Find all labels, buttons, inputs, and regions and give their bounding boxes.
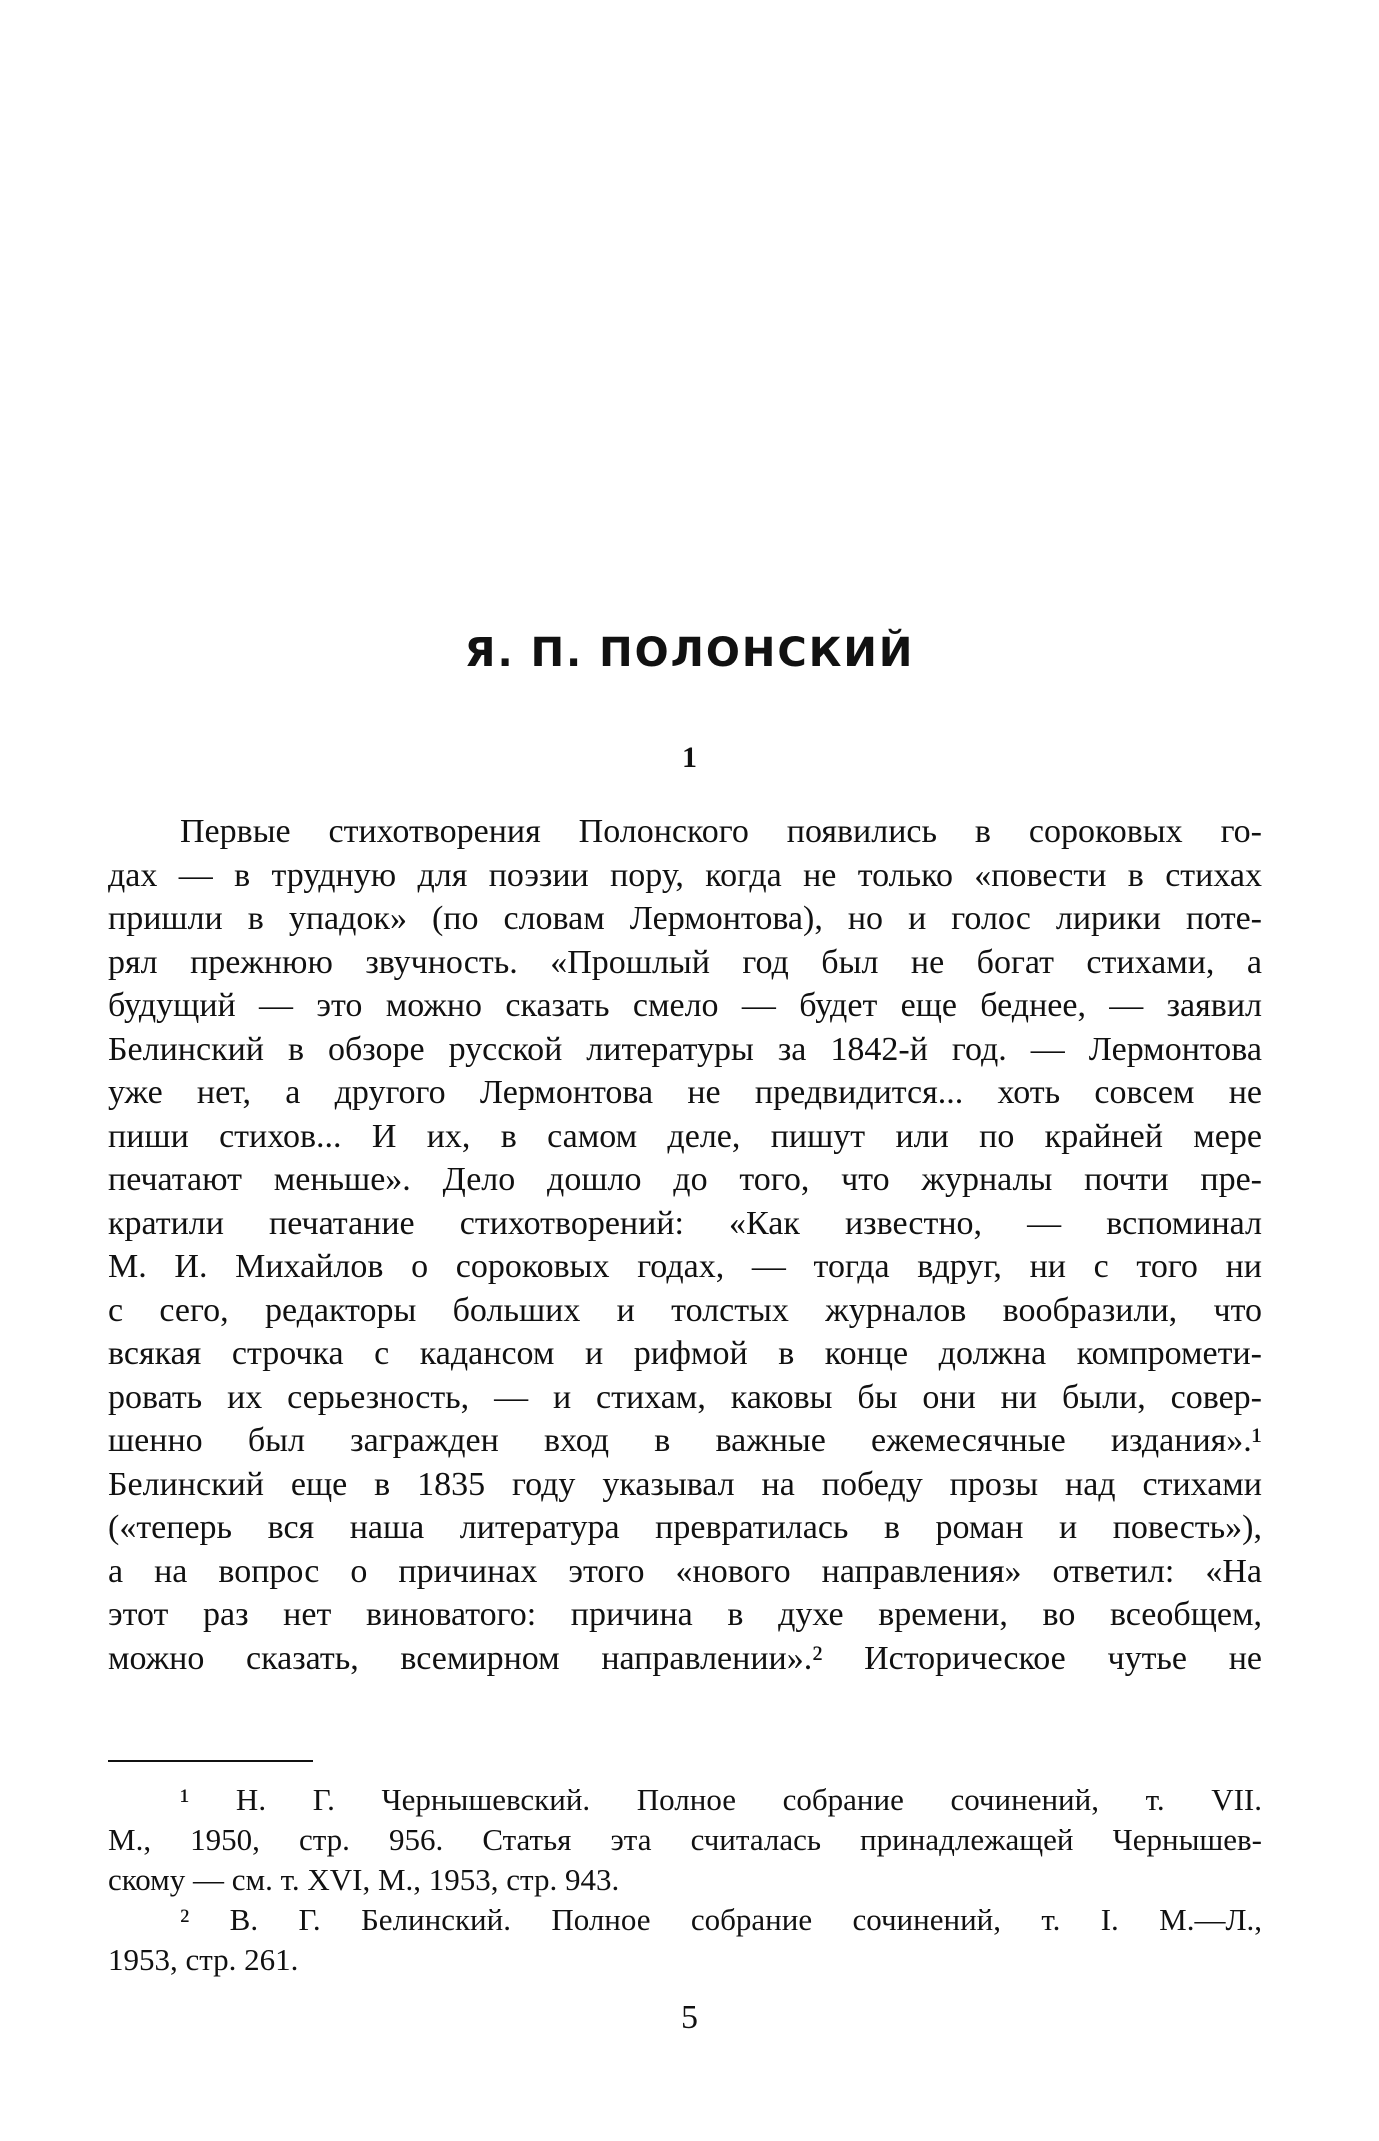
body-line: М. И. Михайлов о сороковых годах, — тогда вдруг, ни с того ни bbox=[108, 1248, 1262, 1285]
footnote-line: ² В. Г. Белинский. Полное собрание сочинений, т. I. М.—Л., bbox=[180, 1902, 1262, 1937]
body-line: ровать их серьезность, — и стихам, каковы бы они ни были, совер- bbox=[108, 1378, 1262, 1416]
body-line: всякая строчка с кадансом и рифмой в конце должна компромети- bbox=[108, 1335, 1262, 1372]
body-line: дах — в трудную для поэзии пору, когда не только «повести в стихах bbox=[108, 856, 1262, 894]
body-text bbox=[108, 810, 1262, 1680]
body-line: этот раз нет виноватого: причина в духе времени, во всеобщем, bbox=[108, 1596, 1262, 1633]
body-line: пиши стихов... И их, в самом деле, пишут или по крайней мере bbox=[108, 1117, 1262, 1155]
body-line: пришли в упадок» (по словам Лермонтова), но и голос лирики поте- bbox=[108, 900, 1262, 937]
body-line: с сего, редакторы больших и толстых журналов вообразили, что bbox=[108, 1291, 1262, 1329]
body-line: Белинский в обзоре русской литературы за 1842-й год. — Лермонтова bbox=[108, 1030, 1262, 1068]
footnotes bbox=[108, 1780, 1262, 1980]
body-line: Белинский еще в 1835 году указывал на победу прозы над стихами bbox=[108, 1465, 1262, 1503]
section-number: 1 bbox=[682, 741, 697, 774]
body-line: шенно был загражден вход в важные ежемесячные издания».¹ bbox=[108, 1422, 1262, 1459]
footnote-line: М., 1950, стр. 956. Статья эта считалась принадлежащей Чернышев- bbox=[108, 1822, 1262, 1857]
body-line: рял прежнюю звучность. «Прошлый год был не богат стихами, а bbox=[108, 943, 1262, 981]
body-line: можно сказать, всемирном направлении».² Историческое чутье не bbox=[108, 1639, 1262, 1677]
body-line: будущий — это можно сказать смело — будет еще беднее, — заявил bbox=[108, 987, 1262, 1024]
footnote-divider bbox=[108, 1760, 313, 1762]
body-line: кратили печатание стихотворений: «Как известно, — вспоминал bbox=[108, 1204, 1262, 1242]
body-line: а на вопрос о причинах этого «нового направления» ответил: «На bbox=[108, 1552, 1262, 1590]
body-line: печатают меньше». Дело дошло до того, что журналы почти пре- bbox=[108, 1161, 1262, 1198]
footnote-line: ¹ Н. Г. Чернышевский. Полное собрание сочинений, т. VII. bbox=[180, 1782, 1262, 1817]
body-line: уже нет, а другого Лермонтова не предвидится... хоть совсем не bbox=[108, 1074, 1262, 1111]
body-line: («теперь вся наша литература превратилась в роман и повесть»), bbox=[108, 1509, 1262, 1546]
footnote-line: скому — см. т. XVI, М., 1953, стр. 943. bbox=[108, 1862, 620, 1897]
page-number: 5 bbox=[681, 1999, 698, 2036]
body-line: Первые стихотворения Полонского появились в сороковых го- bbox=[180, 813, 1262, 850]
page-title: Я. П. ПОЛОНСКИЙ bbox=[464, 630, 915, 676]
footnote-line: 1953, стр. 261. bbox=[108, 1942, 299, 1977]
